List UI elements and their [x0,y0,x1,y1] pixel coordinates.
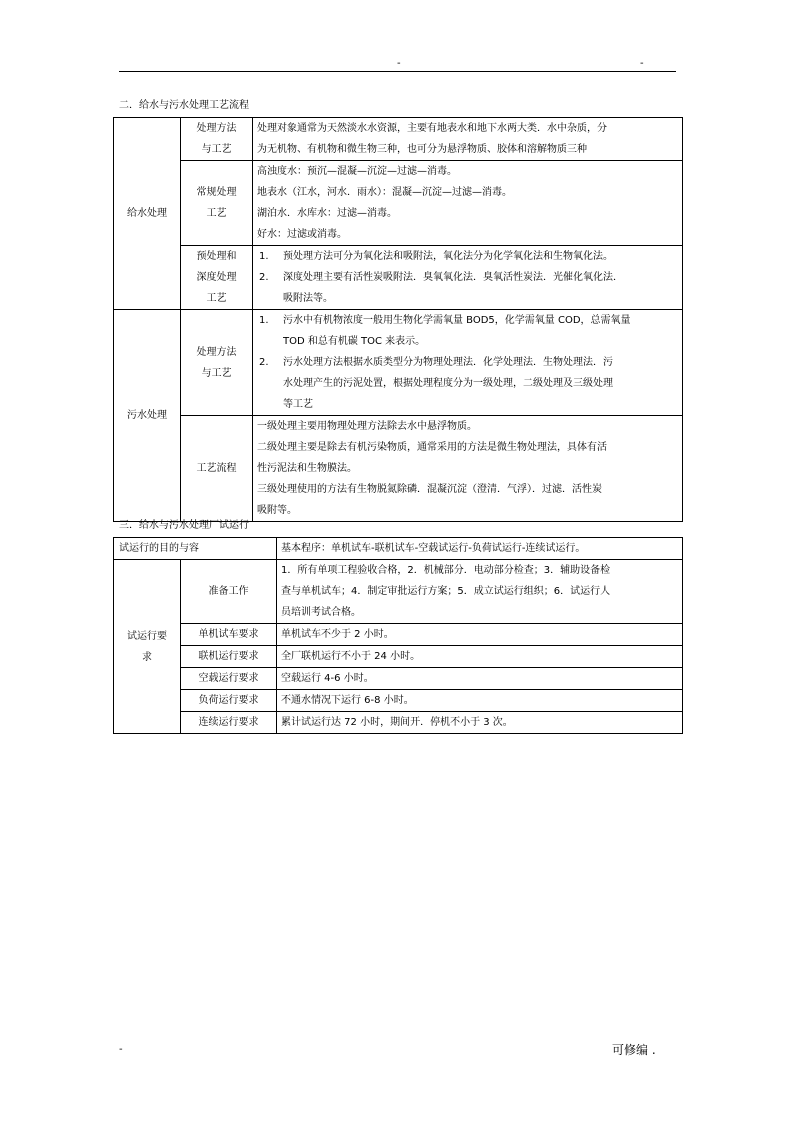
table-row [114,310,683,416]
table-row [114,690,683,712]
row-content: 高浊度水：预沉—混凝—沉淀—过滤—消毒。 地表水（江水，河水．雨水）：混凝—沉淀—过滤—消毒。 湖泊水．水库水：过滤—消毒。 好水：过滤或消毒。 [253,161,683,246]
header-left-mark: - [397,58,401,69]
row-content: 不通水情况下运行 6-8 小时。 [277,690,683,712]
sewage-label: 污水处理 [114,310,181,522]
table-row [114,668,683,690]
row-label: 处理方法 与工艺 [181,118,253,161]
row-content: 一级处理主要用物理处理方法除去水中悬浮物质。 二级处理主要是除去有机污染物质，通常采用的方法是微生物处理法，具体有活 性污泥法和生物膜法。 三级处理使用的方法有生物脱氮除磷．混凝沉淀（澄清．气浮）．过滤．活性炭 吸附等。 [253,416,683,522]
row-label: 连续运行要求 [181,712,277,734]
header-rule [119,71,676,72]
table-row [114,416,683,522]
trial-run-table [113,537,683,734]
numbered-item: 1. 预处理方法可分为氧化法和吸附法，氧化法分为化学氧化法和生物氧化法。 [259,251,613,262]
table-row [114,712,683,734]
header-right-mark: - [640,58,644,69]
row-label: 联机运行要求 [181,646,277,668]
row-label: 工艺流程 [181,416,253,522]
row-label: 准备工作 [181,560,277,624]
footer-left-mark: - [119,1044,123,1055]
row-label: 常规处理 工艺 [181,161,253,246]
requirements-label: 试运行要 求 [114,560,181,734]
row-content: 1．所有单项工程验收合格，2．机械部分．电动部分检查；3．辅助设备检 查与单机试车；4．制定审批运行方案；5．成立试运行组织；6．试运行人 员培训考试合格。 [277,560,683,624]
table-row [114,560,683,624]
table-row [114,624,683,646]
row-content: 累计试运行达 72 小时，期间开．停机不小于 3 次。 [277,712,683,734]
row-label: 处理方法 与工艺 [181,310,253,416]
table-row [114,118,683,161]
table-row [114,538,683,560]
row-content [253,246,683,310]
row-label: 单机试车要求 [181,624,277,646]
table-row [114,161,683,246]
process-flow-table [113,117,683,522]
row-label: 预处理和 深度处理 工艺 [181,246,253,310]
section-2-title: 二．给水与污水处理工艺流程 [119,100,249,111]
row-content: 空载运行 4-6 小时。 [277,668,683,690]
row-content [253,310,683,416]
footer-editable-note: 可修编 . [612,1043,656,1057]
table-row [114,246,683,310]
purpose-label: 试运行的目的与容 [114,538,277,560]
row-label: 空载运行要求 [181,668,277,690]
row-content: 处理对象通常为天然淡水水资源，主要有地表水和地下水两大类．水中杂质，分 为无机物、有机物和微生物三种，也可分为悬浮物质、胶体和溶解物质三种 [253,118,683,161]
section-3-title: 三．给水与污水处理厂试运行 [119,520,249,531]
purpose-value: 基本程序：单机试车-联机试车-空载试运行-负荷试运行-连续试运行。 [277,538,683,560]
table-row [114,646,683,668]
row-content: 全厂联机运行不小于 24 小时。 [277,646,683,668]
numbered-item: 2. 污水处理方法根据水质类型分为物理处理法．化学处理法．生物处理法．污 水处理产生的污泥处置，根据处理程度分为一级处理，二级处理及三级处理 等工艺 [259,357,613,410]
water-supply-label: 给水处理 [114,118,181,310]
row-content: 单机试车不少于 2 小时。 [277,624,683,646]
numbered-item: 2. 深度处理主要有活性炭吸附法．臭氧氧化法．臭氧活性炭法．光催化氧化法． 吸附法等。 [259,272,623,304]
row-label: 负荷运行要求 [181,690,277,712]
numbered-item: 1. 污水中有机物浓度一般用生物化学需氧量 BOD5，化学需氧量 COD，总需氧量 TOD 和总有机碳 TOC 来表示。 [259,315,631,347]
